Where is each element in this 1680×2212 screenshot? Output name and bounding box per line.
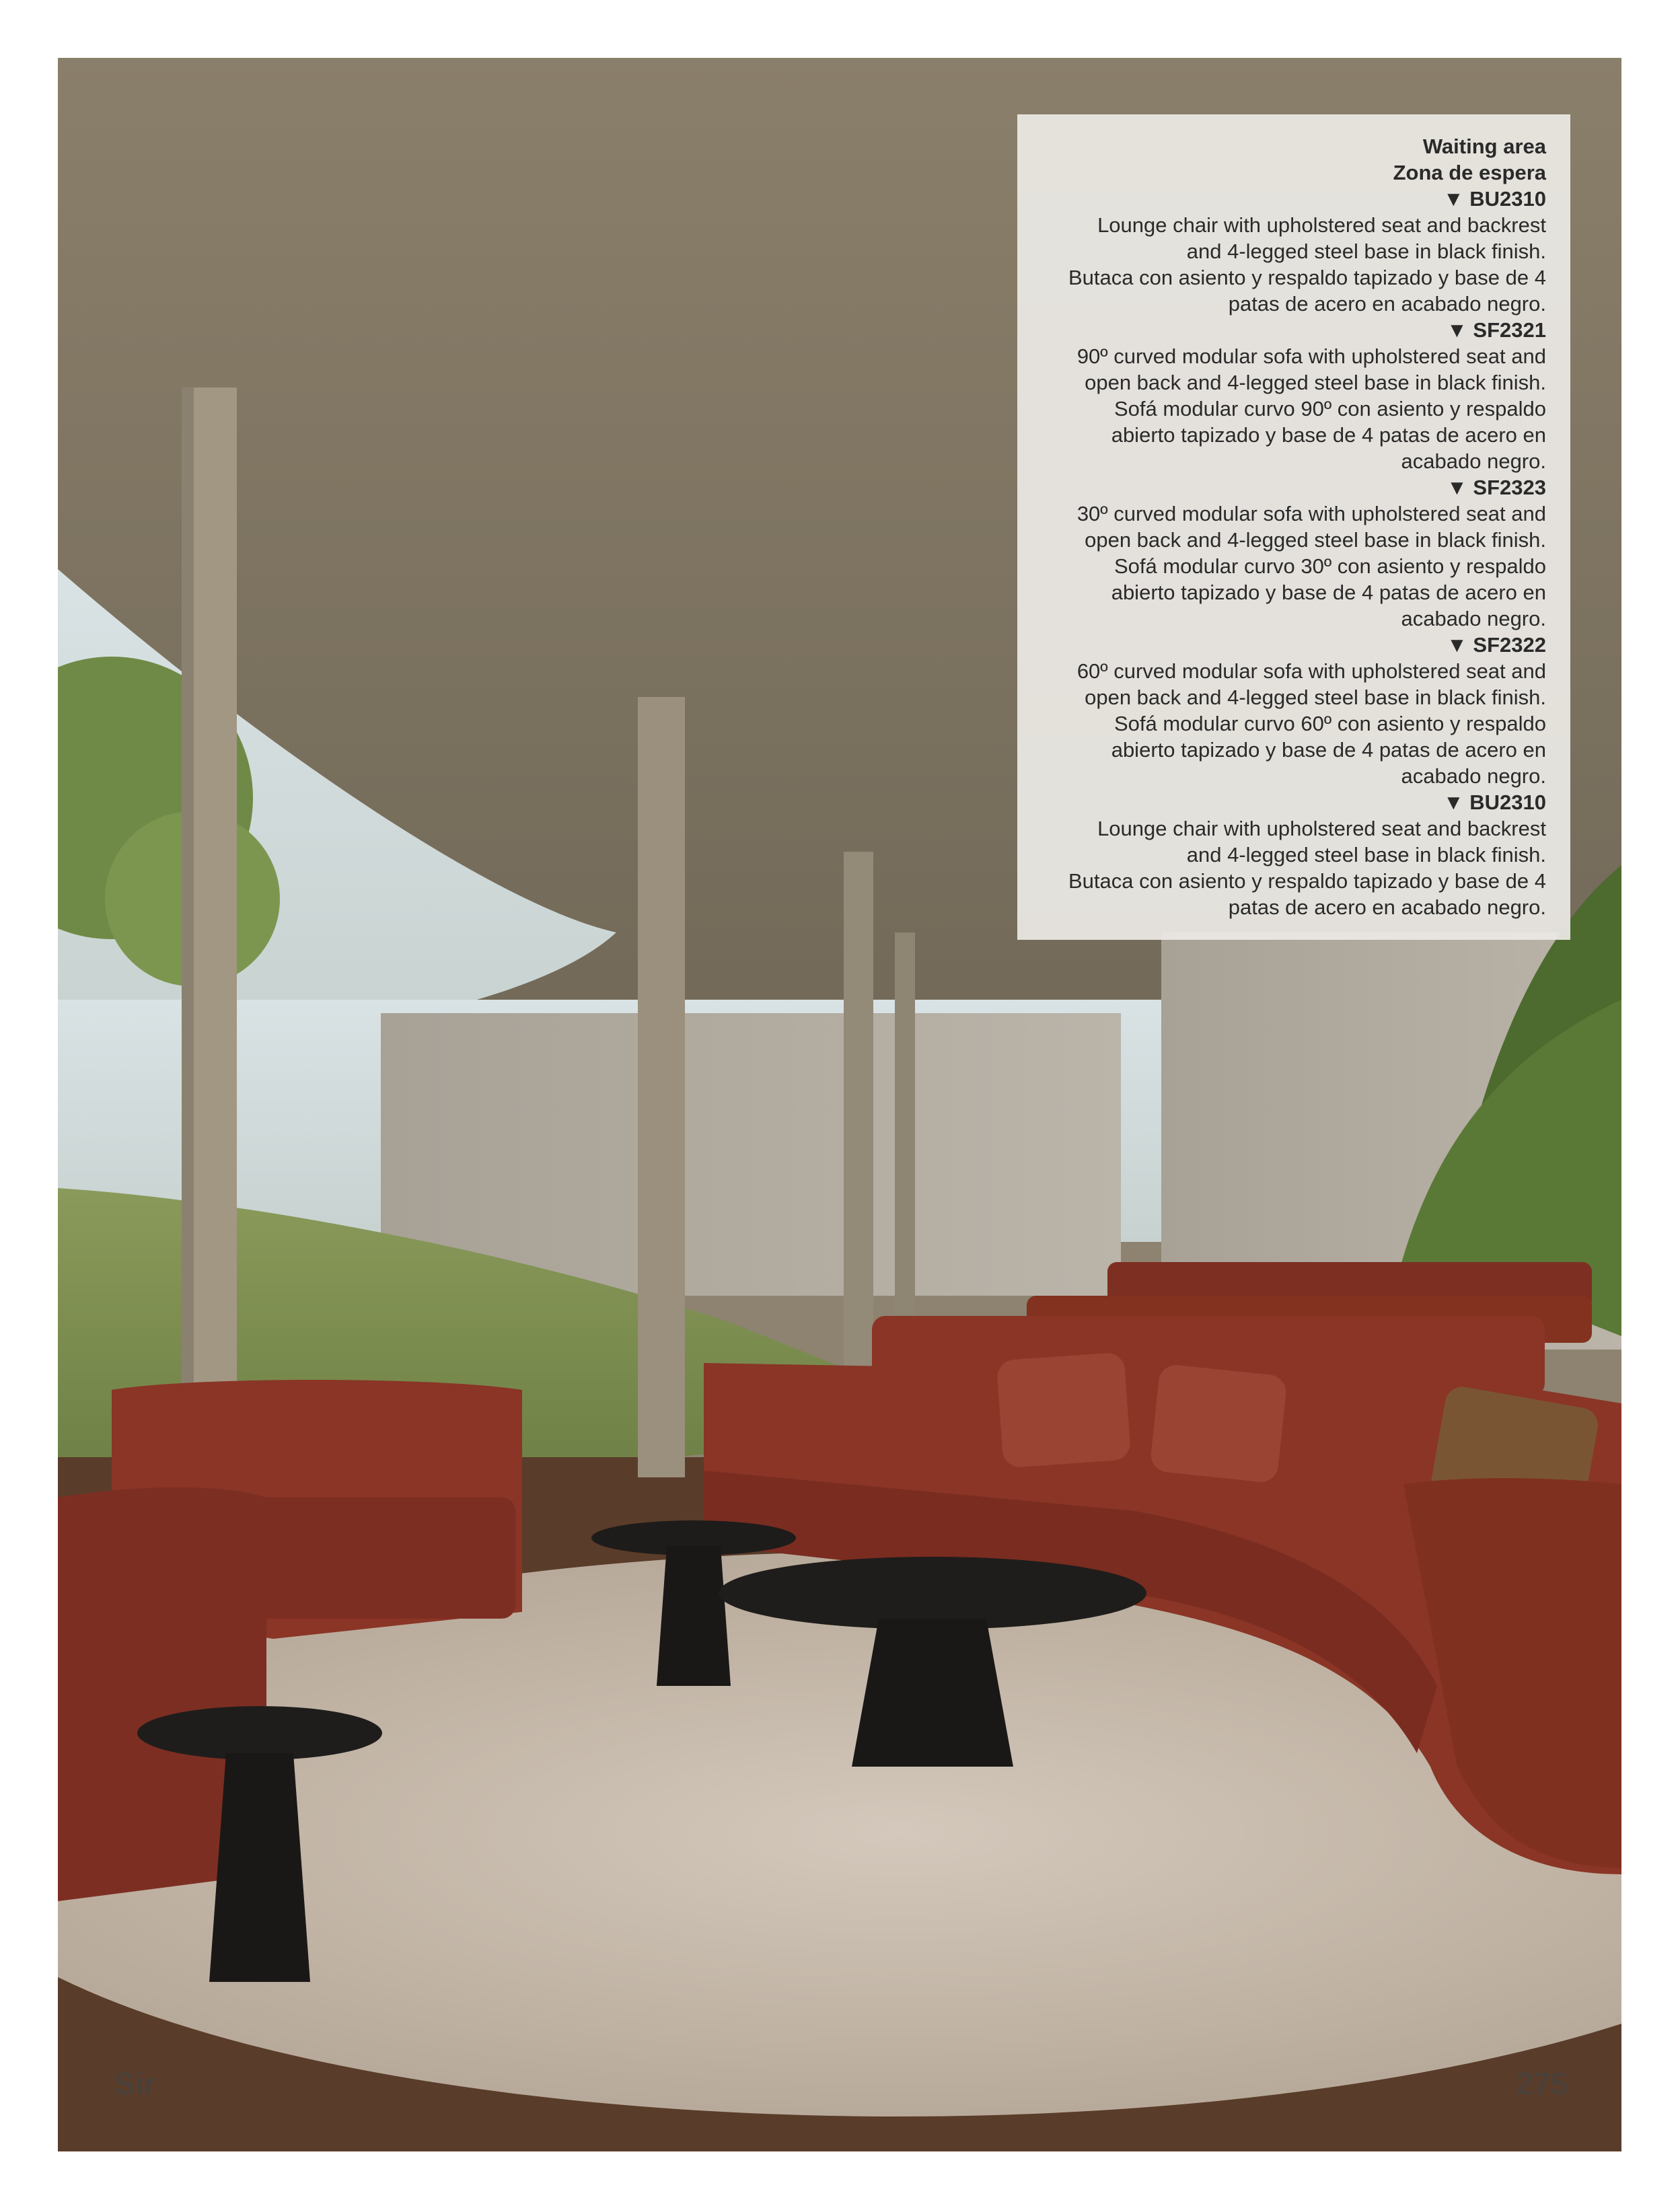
collection-name: Sir [114, 2066, 156, 2101]
product-code: ▼ SF2323 [1447, 476, 1546, 499]
page-number: 275 [1516, 2066, 1568, 2101]
product-description: Lounge chair with upholstered seat and backrest and 4-legged steel base in black finish. Butaca con asiento y respaldo tapizado y base de 4 patas de acero en acabado negro. [1068, 817, 1546, 919]
side-table [137, 1706, 382, 1760]
column [895, 932, 915, 1323]
far-wall [381, 1013, 1121, 1296]
column [638, 697, 685, 1477]
product-code: ▼ SF2322 [1447, 633, 1546, 657]
product-code: ▼ BU2310 [1442, 790, 1546, 814]
caption-heading-es: Zona de espera [1393, 161, 1546, 184]
product-code: ▼ BU2310 [1442, 187, 1546, 211]
coffee-table [719, 1557, 1146, 1629]
column [844, 852, 873, 1376]
product-description: Lounge chair with upholstered seat and backrest and 4-legged steel base in black finish. Butaca con asiento y respaldo tapizado y base de 4 patas de acero en acabado negro. [1068, 213, 1546, 316]
cushion [996, 1352, 1132, 1469]
product-code: ▼ SF2321 [1447, 318, 1546, 342]
product-description: 90º curved modular sofa with upholstered seat and open back and 4-legged steel base in black finish. Sofá modular curvo 90º con asiento y respaldo abierto tapizado y base de 4 patas de acero en acabado negro. [1076, 344, 1546, 473]
caption-box [1017, 114, 1570, 940]
cushion [1149, 1364, 1288, 1484]
caption-heading-en: Waiting area [1422, 135, 1546, 158]
product-description: 60º curved modular sofa with upholstered seat and open back and 4-legged steel base in black finish. Sofá modular curvo 60º con asiento y respaldo abierto tapizado y base de 4 patas de acero en acabado negro. [1076, 659, 1546, 788]
product-description: 30º curved modular sofa with upholstered seat and open back and 4-legged steel base in black finish. Sofá modular curvo 30º con asiento y respaldo abierto tapizado y base de 4 patas de acero en acabado negro. [1076, 502, 1546, 630]
